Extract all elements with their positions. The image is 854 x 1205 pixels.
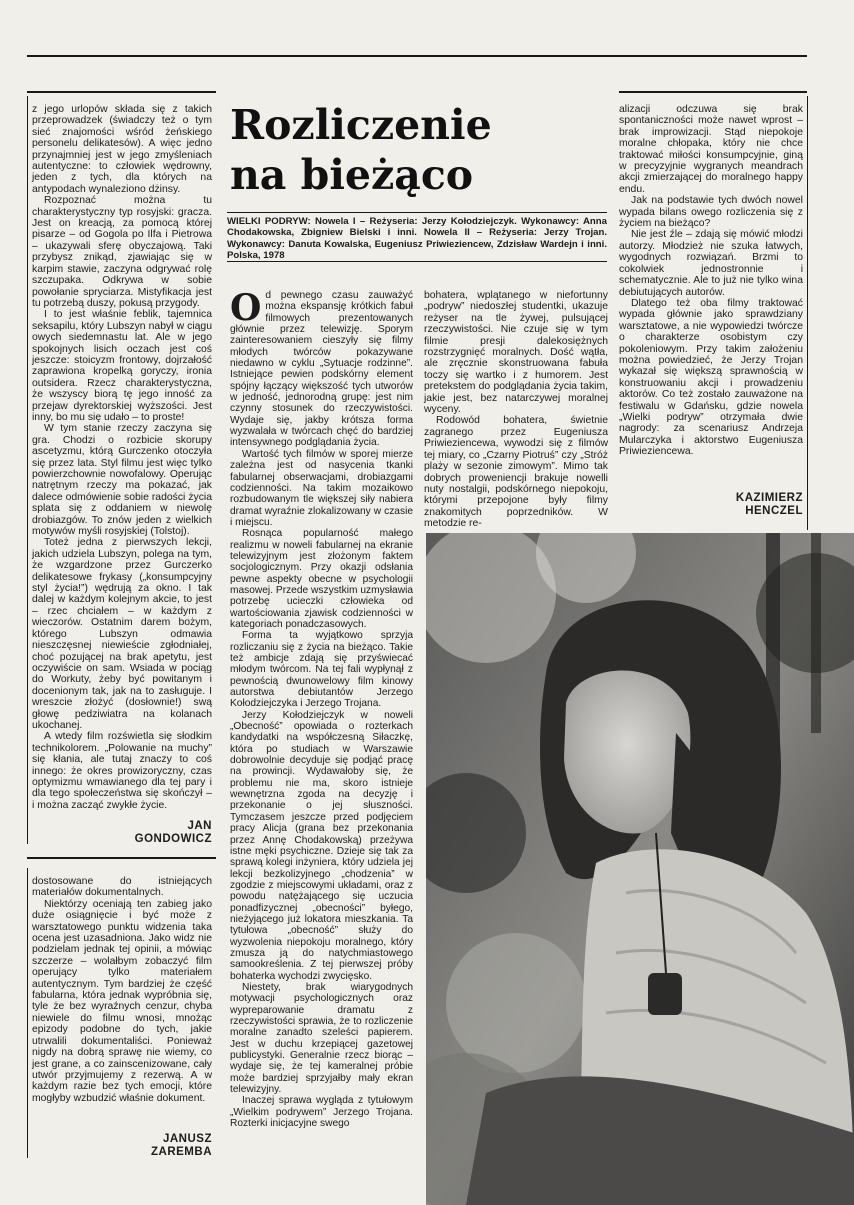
paragraph: W tym stanie rzeczy zaczyna się gra. Chodzi o rozbicie skorupy ascetyzmu, którą Gurczenko otoczyła się przez lata. Styl filmu jest więc tylko powierzchownie nowofalowy. Operując natrętnym rzeczy ma pokazać, jak dalece odmówienie sobie radości życia splata się z oddaniem w niewolę drobiazgów. To znów jeden z wielkich motywów myśli rosyjskiej (Tolstoj).	[32, 423, 212, 538]
author-last-name: GONDOWICZ	[134, 833, 212, 845]
paragraph: A wtedy film rozświetla się słodkim technikolorem. „Polowanie na muchy” się kłania, ale tutaj znaczy to coś innego: że okres prowizoryczny, czas optymizmu wmawianego dla tej pary i dla tego społeczeństwa się skończył – i można zacząć zwykłe życie.	[32, 731, 212, 811]
right-column	[619, 104, 803, 458]
paragraph: Nie jest źle – zdają się mówić młodzi autorzy. Młodzież nie szuka łatwych, wygodnych rozwiązań. Brzmi to cokolwiek jednostronnie i schematycznie. Ale to już nie tylko wina debiutujących autorów.	[619, 229, 803, 298]
paragraph: alizacji odczuwa się brak spontaniczności może nawet wprost – brak improwizacji. Stąd niepokoje moralne chłopaka, który nie chce traktować miłości konsumpcyjnie, giną w precyzyjnie wygranych meandrach akcji zmierzającej do moralnego happy endu.	[619, 104, 803, 195]
credits-rule-top	[227, 212, 607, 213]
title-line: Rozliczenie	[230, 101, 492, 149]
title-line: na bieżąco	[230, 151, 474, 199]
paragraph: Wartość tych filmów w sporej mierze zależna jest od nasycenia tkanki fabularnej obserwacjami, drobiazgami codzienności. Na takim mozaikowo rozbudowanym tle większej siły nabiera dramat wyraźnie zlokalizowany w czasie i miejscu.	[230, 448, 413, 528]
author-last-name: HENCZEL	[745, 505, 803, 517]
middle-column	[230, 287, 413, 1130]
paragraph: dostosowane do istniejących materiałów dokumentalnych.	[32, 876, 212, 899]
author-first-name: JAN	[187, 820, 212, 832]
paragraph: Toteż jedna z pierwszych lekcji, jakich udziela Lubszyn, polega na tym, że wzgardzone przez Gurczerko delikatesowe frykasy („konsumpcyjny styl życia!”) wędrują za okno. I tak dalej w każdym kolejnym akcie, to jest – rzec chciałem – w każdym z wieczorów. Ostatnim darem bożym, którego Lubszyn odmawia nieszczęsnej niewieście zgłodniałej, choć pozującej na brak apetytu, jest oczywiście on sam. Wsiada w pociąg do Workuty, żeby być powitanym i docenionym tak, jak na to zasługuje. I wreszcie złożyć (dosłownie!) swą głowę pedziwiatra na kolanach ukochanej.	[32, 537, 212, 731]
paragraph: Rodowód bohatera, świetnie zagranego przez Eugeniusza Priwieziencewa, wywodzi się z filmów tej miary, co „Czarny Piotruś” czy „Stróż plaży w sezonie zimowym”. Mimo tak dobrych proweniencji brakuje nowelli nuty nostalgii, podskórnego niepokoju, którymi przepojone były filmy znakomitych poprzedników. W metodzie re-	[424, 415, 608, 530]
drop-cap: O	[230, 287, 262, 329]
author-byline	[619, 492, 803, 518]
film-credits: WIELKI PODRYW: Nowela I – Reżyseria: Jerzy Kołodziejczyk. Wykonawcy: Anna Chodakowska, Zbigniew Bielski i inni. Nowela II – Reżyseria: Jerzy Trojan. Wykonawcy: Danuta Kowalska, Eugeniusz Priwieziencew, Zdzisław Wardejn i inni. Polska, 1978	[227, 216, 607, 262]
left-col-divider-rule	[27, 857, 216, 859]
paragraph: z jego urlopów składa się z takich przeprowadzek (świadczy też o tym sieć znajomości wśród żeńskiego personelu delikatesów). A więc jedno przynajmniej jest w jego zmyśleniach autentyczne: to człowiek wędrowny, jeden z tych, dla których na antypodach wynaleziono dżinsy.	[32, 104, 212, 195]
author-first-name: KAZIMIERZ	[735, 492, 803, 504]
author-first-name: JANUSZ	[162, 1133, 212, 1145]
paragraph: Niestety, brak wiarygodnych motywacji psychologicznych oraz wypreparowanie dramatu z rzeczywistości sprawia, że to rozliczenie moralne zanadto szeleści papierem. Jest w duchu krzepiącej gazetowej publicystyki. Generalnie rzecz biorąc – wydaje się, że tej kameralnej próbie może bardziej sprzyjałby mały ekran telewizyjny.	[230, 981, 413, 1096]
header-rule-left	[27, 91, 216, 93]
left-column-bottom	[32, 876, 212, 1104]
paragraph: bohatera, wplątanego w niefortunny „podryw” niedoszłej studentki, ukazuje reżyser na tle żywej, pulsującej rzeczywistości. Nie czuje się w tym filmie presji dalekosiężnych rozstrzygnięć moralnych. Dość wątła, ale zręcznie skonstruowana fabuła toczy się wartko i z humorem. Jest pretekstem do podglądania życia takim, jakie jest, bez natarczywej moralnej wyceny.	[424, 290, 608, 416]
left-column-top	[32, 104, 212, 811]
author-byline	[32, 1133, 212, 1159]
author-byline	[32, 820, 212, 846]
film-still-photo	[426, 533, 854, 1205]
author-last-name: ZAREMBA	[151, 1146, 212, 1158]
paragraph: Niektórzy oceniają ten zabieg jako duże osiągnięcie i być może z warsztatowego punktu widzenia taka ocena jest uzasadniona. Jako widz nie podzielam jednak tej opinii, a mówiąc szczerze – wolałbym zobaczyć film operujący tylko materiałem autentycznym. Tym bardziej że część fabularna, która jednak wypróbnia się, tyle że bez wyraźnych cenzur, chyba niewiele do filmu wnosi, mnożąc epizody podobne do tych, jakie utrwalili dokumentaliści. Ponieważ nigdy na dobrą sprawę nie wiemy, co jest grane, a co zainscenizowane, cały utwór przyjmujemy z rezerwą. A w każdym razie bez tych emocji, które mogłyby wzbudzić właśnie dokument.	[32, 898, 212, 1104]
right-vertical-rule	[807, 96, 808, 530]
paragraph: Rozpoznać można tu charakterystyczny typ rosyjski: gracza. Jest on kreacją, za pomocą której pisarze – od Gogola po Ilfa i Pietrowa – ukazywali sferę obyczajową. Taki przybysz znikąd, zjawiając się w karpim stawie, zaczyna odgrywać rolę szczupaka. Odkrywa w sobie powołanie spryciarza. Mistyfikacja jest tu potrzebą duszy, pokusą przygody.	[32, 195, 212, 309]
top-rule	[27, 55, 807, 57]
left-vertical-rule-bottom	[27, 868, 28, 1158]
header-rule-right	[619, 91, 807, 93]
lead-paragraph	[230, 287, 413, 449]
paragraph: Jerzy Kołodziejczyk w noweli „Obecność” opowiada o rozterkach kandydatki na współczesną Siłaczkę, która po studiach w Warszawie dobrowolnie decyduje się podjąć pracę na prowincji. Wydawałoby się, że problemu nie ma, skoro istnieje wewnętrzna zgoda na decyzję i przekonanie o jej słuszności. Tymczasem jeszcze przed podjęciem pracy Alicja (grana bez przekonania przez Annę Chodakowską) przeżywa istne męki psychiczne. Dzieje się tak za sprawą kolegi inżyniera, który udziela jej lekcji bezkolizyjnego „chodzenia” w zgodzie z miejscowymi układami, oraz z powodu natężającego się uczucia ponadfizycznej „obecności” byłego, nieżyjącego już lokatora mieszkania. Ta tytułowa „obecność” służy do wyzwolenia niepokoju moralnego, który zmusza ją do natychmiastowego samookreślenia. Z tej pierwszej próby bohaterka wychodzi zwycięsko.	[230, 709, 413, 982]
paragraph: Inaczej sprawa wygląda z tytułowym „Wielkim podrywem” Jerzego Trojana. Rozterki inicjacyjne swego	[230, 1095, 413, 1130]
third-column	[424, 290, 608, 530]
lead-text: d pewnego czasu zauważyć można ekspansję krótkich fabuł filmowych prezentowanych głównie przez telewizję. Sporym zainteresowaniem cieszyły się filmy młodych twórców pokazywane niedawno w cyklu „Sytuacje rodzinne”. Istniejące pewien podskórny element spójny łączący większość tych utworów w jedność, jednorodną grupę: jest nim czynny stosunek do rzeczywistości. Wydaje się, jakby krótsza forma wyzwalała w twórcach chęć do bardziej intensywnego podglądania życia.	[230, 290, 413, 449]
left-vertical-rule-top	[27, 96, 28, 844]
paragraph: I to jest właśnie feblik, tajemnica seksapilu, który Lubszyn nabył w ciągu owych siedemnastu lat. Ale w jego spokojnych lisich oczach jest coś jeszcze: stoicyzm frontowy, dojrzałość zaprawiona kropelką goryczy, ironia outsidera. Rzecz charakterystyczna, że wszyscy biorą tę jego inność za przejaw dyrektorskiej wyższości. Jest inny, bo mu się udało – to proste!	[32, 309, 212, 423]
paragraph: Forma ta wyjątkowo sprzyja rozliczaniu się z życia na bieżąco. Takie też ambicje zdają się przyświecać młodym twórcom. Na tej fali wypłynął z pewnością dwunowelowy film kinowy autorstwa debiutantów Jerzego Kołodziejczyka i Jerzego Trojana.	[230, 630, 413, 710]
paragraph: Jak na podstawie tych dwóch nowel wypada bilans owego rozliczenia się z życiem na bieżąco?	[619, 195, 803, 230]
paragraph: Rosnąca popularność małego realizmu w noweli fabularnej na ekranie telewizyjnym jest złożonym faktem socjologicznym. Przy okazji odsłania pewne aspekty obecne w psychologii masowej. Przede wszystkim uzmysławia potrzebę ucieczki człowieka od wartościowania zjawisk codzienności w kategoriach ponadczasowych.	[230, 528, 413, 630]
photo-illustration	[426, 533, 854, 1205]
paragraph: Dlatego też oba filmy traktować wypada głównie jako sprawdziany warsztatowe, a nie wypowiedzi twórcze o charakterze osobistym czy pokoleniowym. Przy takim założeniu można powiedzieć, że Jerzy Trojan wykazał się większą sprawnością w konstruowaniu akcji i prowadzeniu aktorów. Co też zostało zauważone na festiwalu w Gdańsku, gdzie nowela „Wielki podryw” otrzymała dwie nagrody: za scenariusz Andrzeja Mularczyka i aktorstwo Eugeniusza Priwieziencewa.	[619, 297, 803, 458]
article-title	[230, 100, 490, 200]
